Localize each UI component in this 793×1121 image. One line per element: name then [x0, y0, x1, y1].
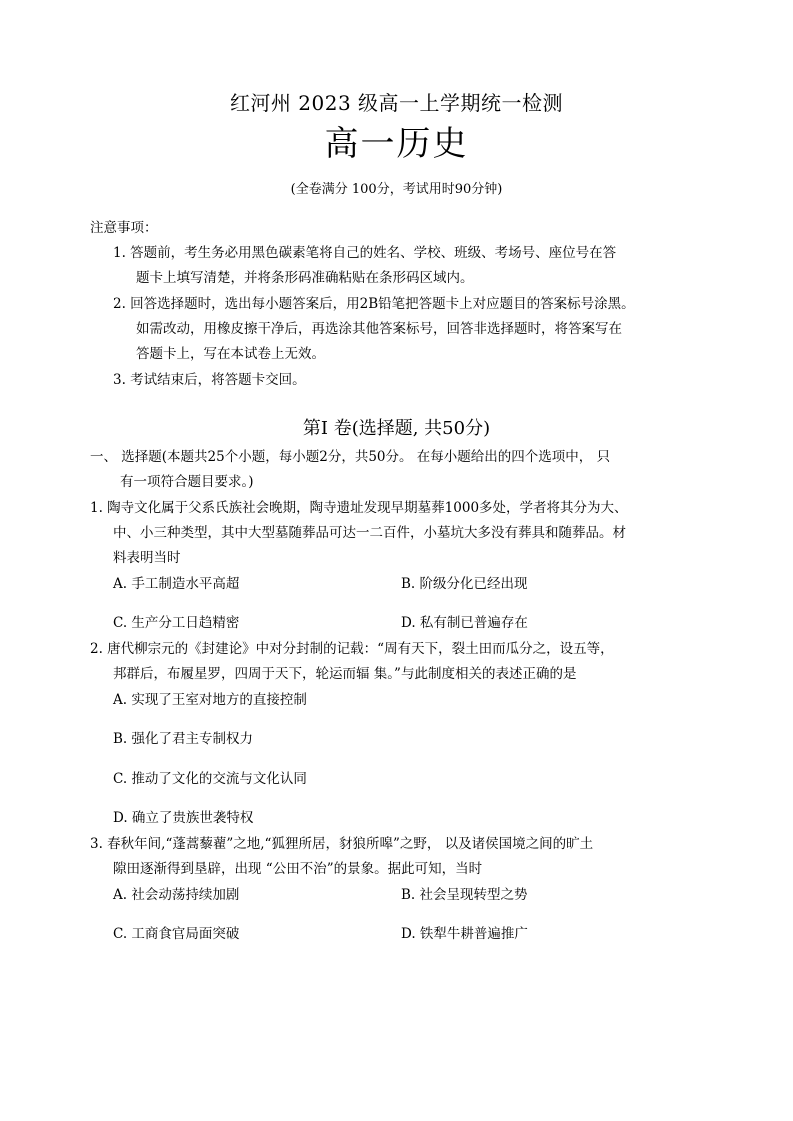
question-3-option-d: D. 铁犁牛耕普遍推广 — [401, 926, 528, 942]
question-2-stem: 2. 唐代柳宗元的《封建论》中对分封制的记载：“周有天下，裂土田而瓜分之，设五等， — [90, 641, 614, 657]
notes-heading: 注意事项： — [90, 220, 158, 236]
question-2-option-c: C. 推动了文化的交流与文化认同 — [113, 771, 307, 787]
question-3-stem: 3. 春秋年间,“蓬蒿藜藋”之地,“狐狸所居，豺狼所嗥”之野， 以及诸侯国境之间的旷土 — [90, 836, 594, 852]
question-2-option-d: D. 确立了贵族世袭特权 — [113, 810, 254, 826]
question-1-option-a: A. 手工制造水平高超 — [113, 576, 240, 592]
exam-title: 红河州 2023 级高一上学期统一检测 — [229, 91, 564, 115]
question-2-option-b: B. 强化了君主专制权力 — [113, 731, 254, 747]
question-3-option-c: C. 工商食官局面突破 — [113, 926, 240, 942]
note-line: 2. 回答选择题时，选出每小题答案后，用2B铅笔把答题卡上对应题目的答案标号涂黑。 — [113, 296, 635, 312]
section-title: 第Ⅰ 卷(选择题, 共50分) — [302, 418, 491, 439]
note-line: 题卡上填写清楚，并将条形码准确粘贴在条形码区域内。 — [136, 270, 474, 286]
question-1-stem: 中、小三种类型，其中大型墓随葬品可达一二百件，小墓坑大多没有葬具和随葬品。材 — [113, 525, 626, 541]
question-3-option-a: A. 社会动荡持续加剧 — [113, 887, 240, 903]
question-1-stem: 料表明当时 — [113, 550, 181, 566]
question-1-option-d: D. 私有制已普遍存在 — [401, 615, 528, 631]
exam-info: (全卷满分 100分，考试用时90分钟) — [290, 182, 503, 197]
note-line: 答题卡上，写在本试卷上无效。 — [136, 346, 325, 362]
question-3-option-b: B. 社会呈现转型之势 — [401, 887, 528, 903]
note-line: 1. 答题前，考生务必用黑色碳素笔将自己的姓名、学校、班级、考场号、座位号在答 — [113, 245, 617, 261]
section-intro: 一、 选择题(本题共25个小题，每小题2分，共50分。 在每小题给出的四个选项中， 只 — [90, 449, 611, 465]
question-1-stem: 1. 陶寺文化属于父系氏族社会晚期，陶寺遗址发现早期墓葬1000多处，学者将其分为大、 — [90, 500, 628, 516]
question-3-stem: 隙田逐渐得到垦辟，出现 “公田不治”的景象。据此可知，当时 — [113, 861, 483, 877]
question-1-option-c: C. 生产分工日趋精密 — [113, 615, 240, 631]
note-line: 如需改动，用橡皮擦干净后，再选涂其他答案标号，回答非选择题时，将答案写在 — [136, 321, 622, 337]
note-line: 3. 考试结束后，将答题卡交回。 — [113, 372, 306, 388]
section-intro: 有一项符合题目要求。) — [120, 474, 254, 490]
question-2-option-a: A. 实现了王室对地方的直接控制 — [113, 692, 307, 708]
subject-title: 高一历史 — [324, 124, 469, 164]
question-2-stem: 邦群后，布履星罗，四周于天下，轮运而辐 集。”与此制度相关的表述正确的是 — [113, 666, 577, 682]
question-1-option-b: B. 阶级分化已经出现 — [401, 576, 528, 592]
